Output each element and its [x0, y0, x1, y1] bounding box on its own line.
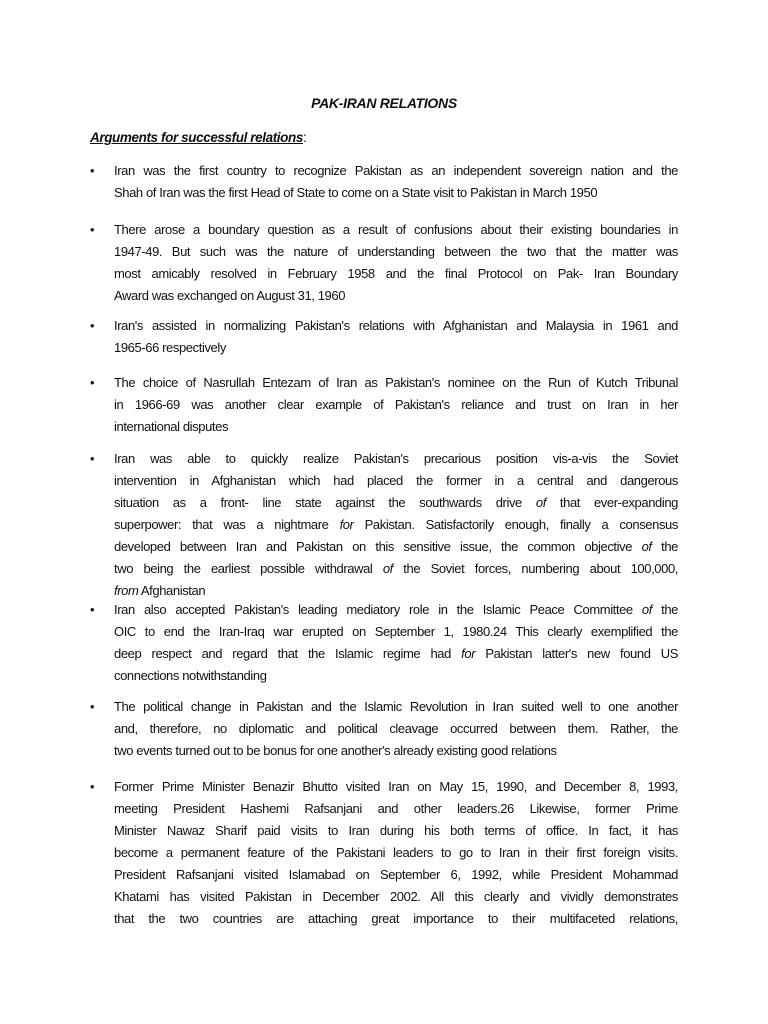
text-line: Iran was the first country to recognize Pakistan as an independent sovereign nation and the	[114, 163, 678, 178]
bullet-item	[90, 776, 680, 930]
text-line: situation as a front- line state against the southwards drive of that ever-expanding	[114, 495, 678, 510]
text-line: OIC to end the Iran-Iraq war erupted on September 1, 1980.24 This clearly exemplified the	[114, 624, 678, 639]
document-title: PAK-IRAN RELATIONS	[311, 95, 457, 111]
bullet-item	[90, 696, 680, 762]
section-heading-colon: :	[302, 130, 307, 145]
section-heading	[90, 130, 306, 145]
text-line: most amicably resolved in February 1958 and the final Protocol on Pak- Iran Boundary	[114, 266, 678, 281]
bullet-text	[114, 160, 678, 204]
bullet-item	[90, 372, 680, 438]
text-line: deep respect and regard that the Islamic regime had for Pakistan latter's new found US	[114, 646, 679, 661]
bullet-icon: •	[90, 451, 95, 466]
section-heading-text: Arguments for successful relations	[90, 130, 303, 145]
text-line: from Afghanistan	[114, 583, 206, 598]
text-line: Minister Nawaz Sharif paid visits to Iran during his both terms of office. In fact, it has	[114, 823, 678, 838]
text-line: There arose a boundary question as a result of confusions about their existing boundaries in	[114, 222, 678, 237]
text-line: meeting President Hashemi Rafsanjani and other leaders.26 Likewise, former Prime	[114, 801, 678, 816]
bullet-item	[90, 448, 680, 602]
text-line: superpower: that was a nightmare for Pakistan. Satisfactorily enough, finally a consensus	[114, 517, 678, 532]
text-line: Shah of Iran was the first Head of State to come on a State visit to Pakistan in March 1950	[114, 185, 598, 200]
text-line: two being the earliest possible withdrawal of the Soviet forces, numbering about 100,000,	[114, 561, 678, 576]
bullet-icon: •	[90, 318, 95, 333]
text-line: intervention in Afghanistan which had placed the former in a central and dangerous	[114, 473, 678, 488]
text-line: President Rafsanjani visited Islamabad on September 6, 1992, while President Mohammad	[114, 867, 678, 882]
text-line: Iran also accepted Pakistan's leading mediatory role in the Islamic Peace Committee of the	[114, 602, 678, 617]
bullet-icon: •	[90, 163, 95, 178]
text-line: Khatami has visited Pakistan in December 2002. All this clearly and vividly demonstrates	[114, 889, 678, 904]
text-line: developed between Iran and Pakistan on this sensitive issue, the common objective of the	[114, 539, 678, 554]
text-line: The political change in Pakistan and the Islamic Revolution in Iran suited well to one another	[114, 699, 678, 714]
text-line: connections notwithstanding	[114, 668, 267, 683]
bullet-text	[114, 776, 678, 930]
bullet-item	[90, 219, 680, 307]
text-line: Iran was able to quickly realize Pakistan's precarious position vis-a-vis the Soviet	[114, 451, 678, 466]
text-line: two events turned out to be bonus for one another's already existing good relations	[114, 743, 557, 758]
bullet-text	[114, 372, 678, 438]
bullet-icon: •	[90, 222, 95, 237]
bullet-icon: •	[90, 375, 95, 390]
bullet-icon: •	[90, 699, 95, 714]
bullet-text	[114, 315, 678, 359]
bullet-item	[90, 160, 680, 204]
bullet-text	[114, 448, 678, 602]
text-line: The choice of Nasrullah Entezam of Iran as Pakistan's nominee on the Run of Kutch Tribunal	[114, 375, 678, 390]
bullet-icon: •	[90, 779, 95, 794]
bullet-text	[114, 219, 678, 307]
text-line: 1965-66 respectively	[114, 340, 226, 355]
bullet-text	[114, 696, 678, 762]
text-line: 1947-49. But such was the nature of understanding between the two that the matter was	[114, 244, 678, 259]
text-line: that the two countries are attaching great importance to their multifaceted relations,	[114, 911, 678, 926]
text-line: become a permanent feature of the Pakistani leaders to go to Iran in their first foreign visits.	[114, 845, 678, 860]
text-line: international disputes	[114, 419, 229, 434]
text-line: and, therefore, no diplomatic and political cleavage occurred between them. Rather, the	[114, 721, 678, 736]
text-line: Iran's assisted in normalizing Pakistan's relations with Afghanistan and Malaysia in 1961 and	[114, 318, 678, 333]
text-line: Former Prime Minister Benazir Bhutto visited Iran on May 15, 1990, and December 8, 1993,	[114, 779, 678, 794]
text-line: Award was exchanged on August 31, 1960	[114, 288, 346, 303]
text-line: in 1966-69 was another clear example of Pakistan's reliance and trust on Iran in her	[114, 397, 678, 412]
bullet-text	[114, 599, 678, 687]
bullet-icon: •	[90, 602, 95, 617]
bullet-item	[90, 315, 680, 359]
bullet-item	[90, 599, 680, 687]
